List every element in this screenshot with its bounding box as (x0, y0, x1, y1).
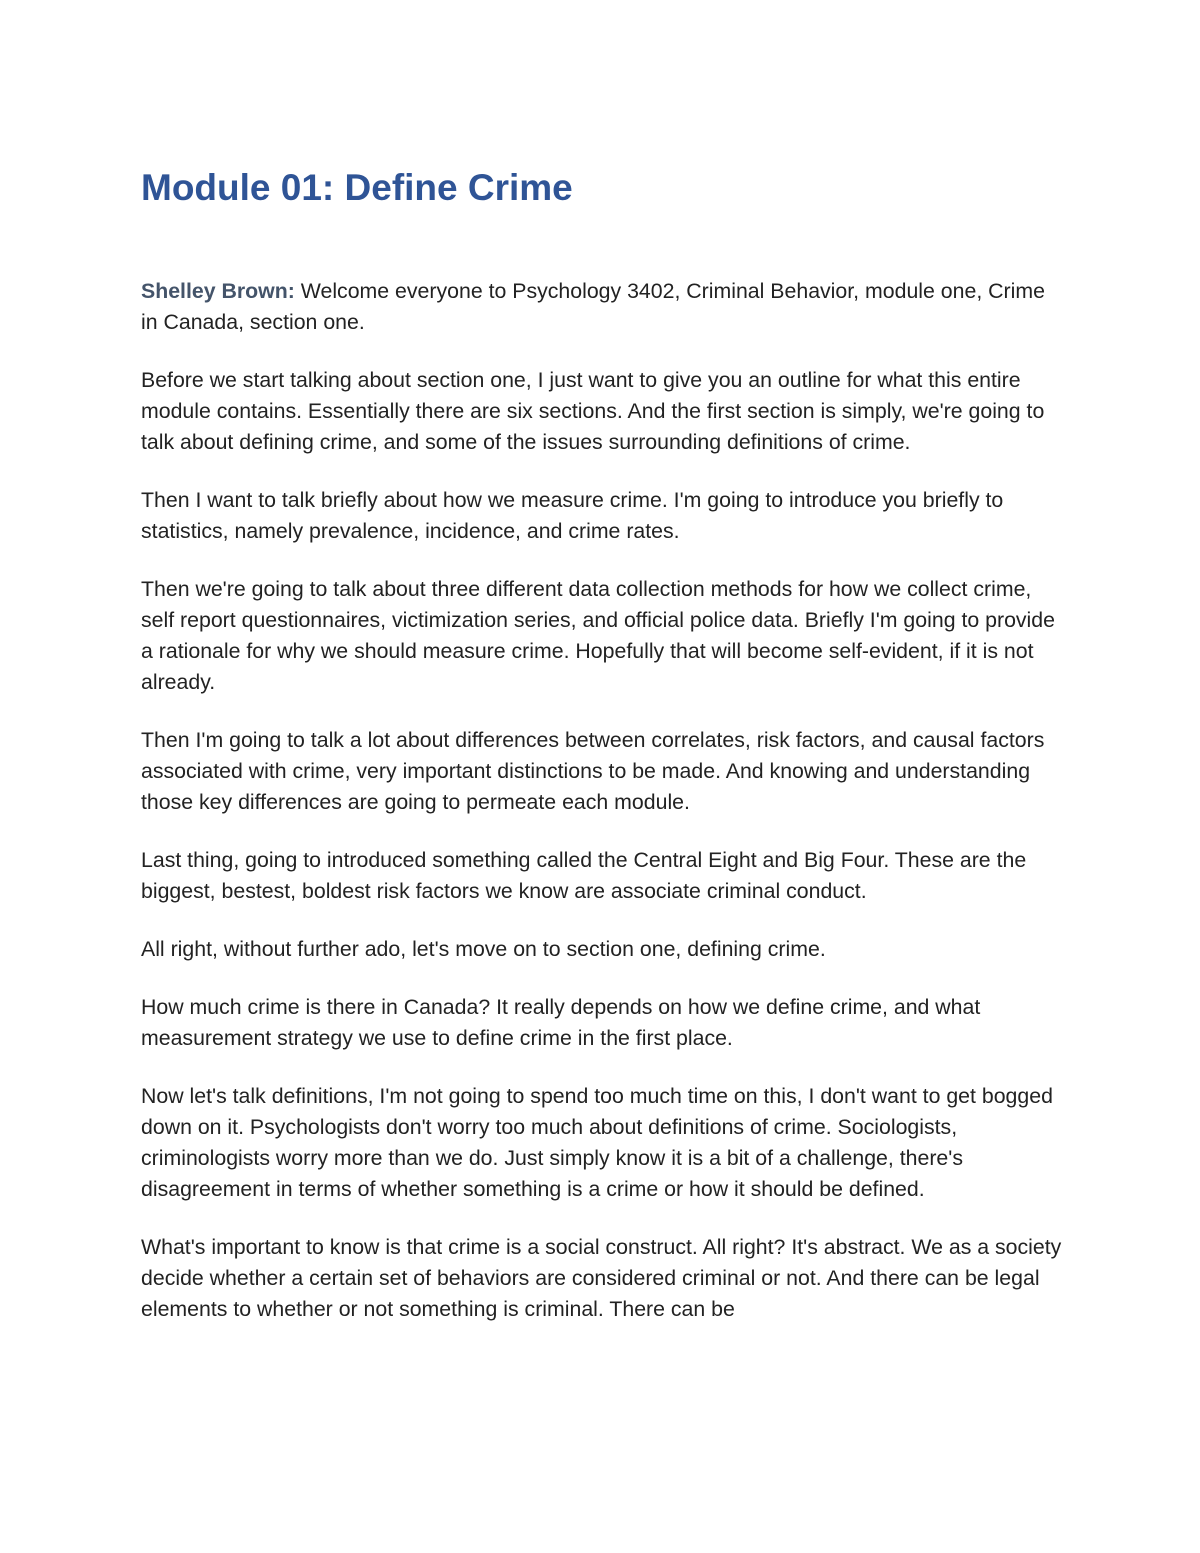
paragraph-definitions: Now let's talk definitions, I'm not going to spend too much time on this, I don't want to get bogged down on it. Psychologists don't worry too much about definitions of crime. Sociologists, criminologists worry more than we do. Just simply know it is a bit of a challenge, there's disagreement in terms of whether something is a crime or how it should be defined. (141, 1084, 1053, 1201)
speaker-name: Shelley Brown: (141, 279, 295, 303)
paragraph-correlates: Then I'm going to talk a lot about differences between correlates, risk factors, and causal factors associated with crime, very important distinctions to be made. And knowing and understanding those key differences are going to permeate each module. (141, 728, 1045, 814)
paragraph-section-one: All right, without further ado, let's move on to section one, defining crime. (141, 937, 826, 961)
paragraph-how-much-crime: How much crime is there in Canada? It really depends on how we define crime, and what measurement strategy we use to define crime in the first place. (141, 995, 981, 1050)
transcript-body (141, 276, 1066, 1352)
intro-text: Welcome everyone to Psychology 3402, Criminal Behavior, module one, Crime in Canada, section one. (141, 279, 1045, 334)
paragraph-outline: Before we start talking about section one, I just want to give you an outline for what this entire module contains. Essentially there are six sections. And the first section is simply, we're going to talk about defining crime, and some of the issues surrounding definitions of crime. (141, 368, 1045, 454)
intro-paragraph (141, 276, 1066, 338)
paragraph-measure: Then I want to talk briefly about how we measure crime. I'm going to introduce you briefly to statistics, namely prevalence, incidence, and crime rates. (141, 488, 1004, 543)
paragraph-central-eight: Last thing, going to introduced something called the Central Eight and Big Four. These are the biggest, bestest, boldest risk factors we know are associate criminal conduct. (141, 848, 1027, 903)
page-title: Module 01: Define Crime (141, 167, 573, 208)
paragraph-social-construct: What's important to know is that crime is a social construct. All right? It's abstract. We as a society decide whether a certain set of behaviors are considered criminal or not. And there can be legal elements to whether or not something is criminal. There can be (141, 1235, 1062, 1321)
paragraph-data-collection: Then we're going to talk about three different data collection methods for how we collect crime, self report questionnaires, victimization series, and official police data. Briefly I'm going to provide a rationale for why we should measure crime. Hopefully that will become self-evident, if it is not already. (141, 577, 1055, 694)
